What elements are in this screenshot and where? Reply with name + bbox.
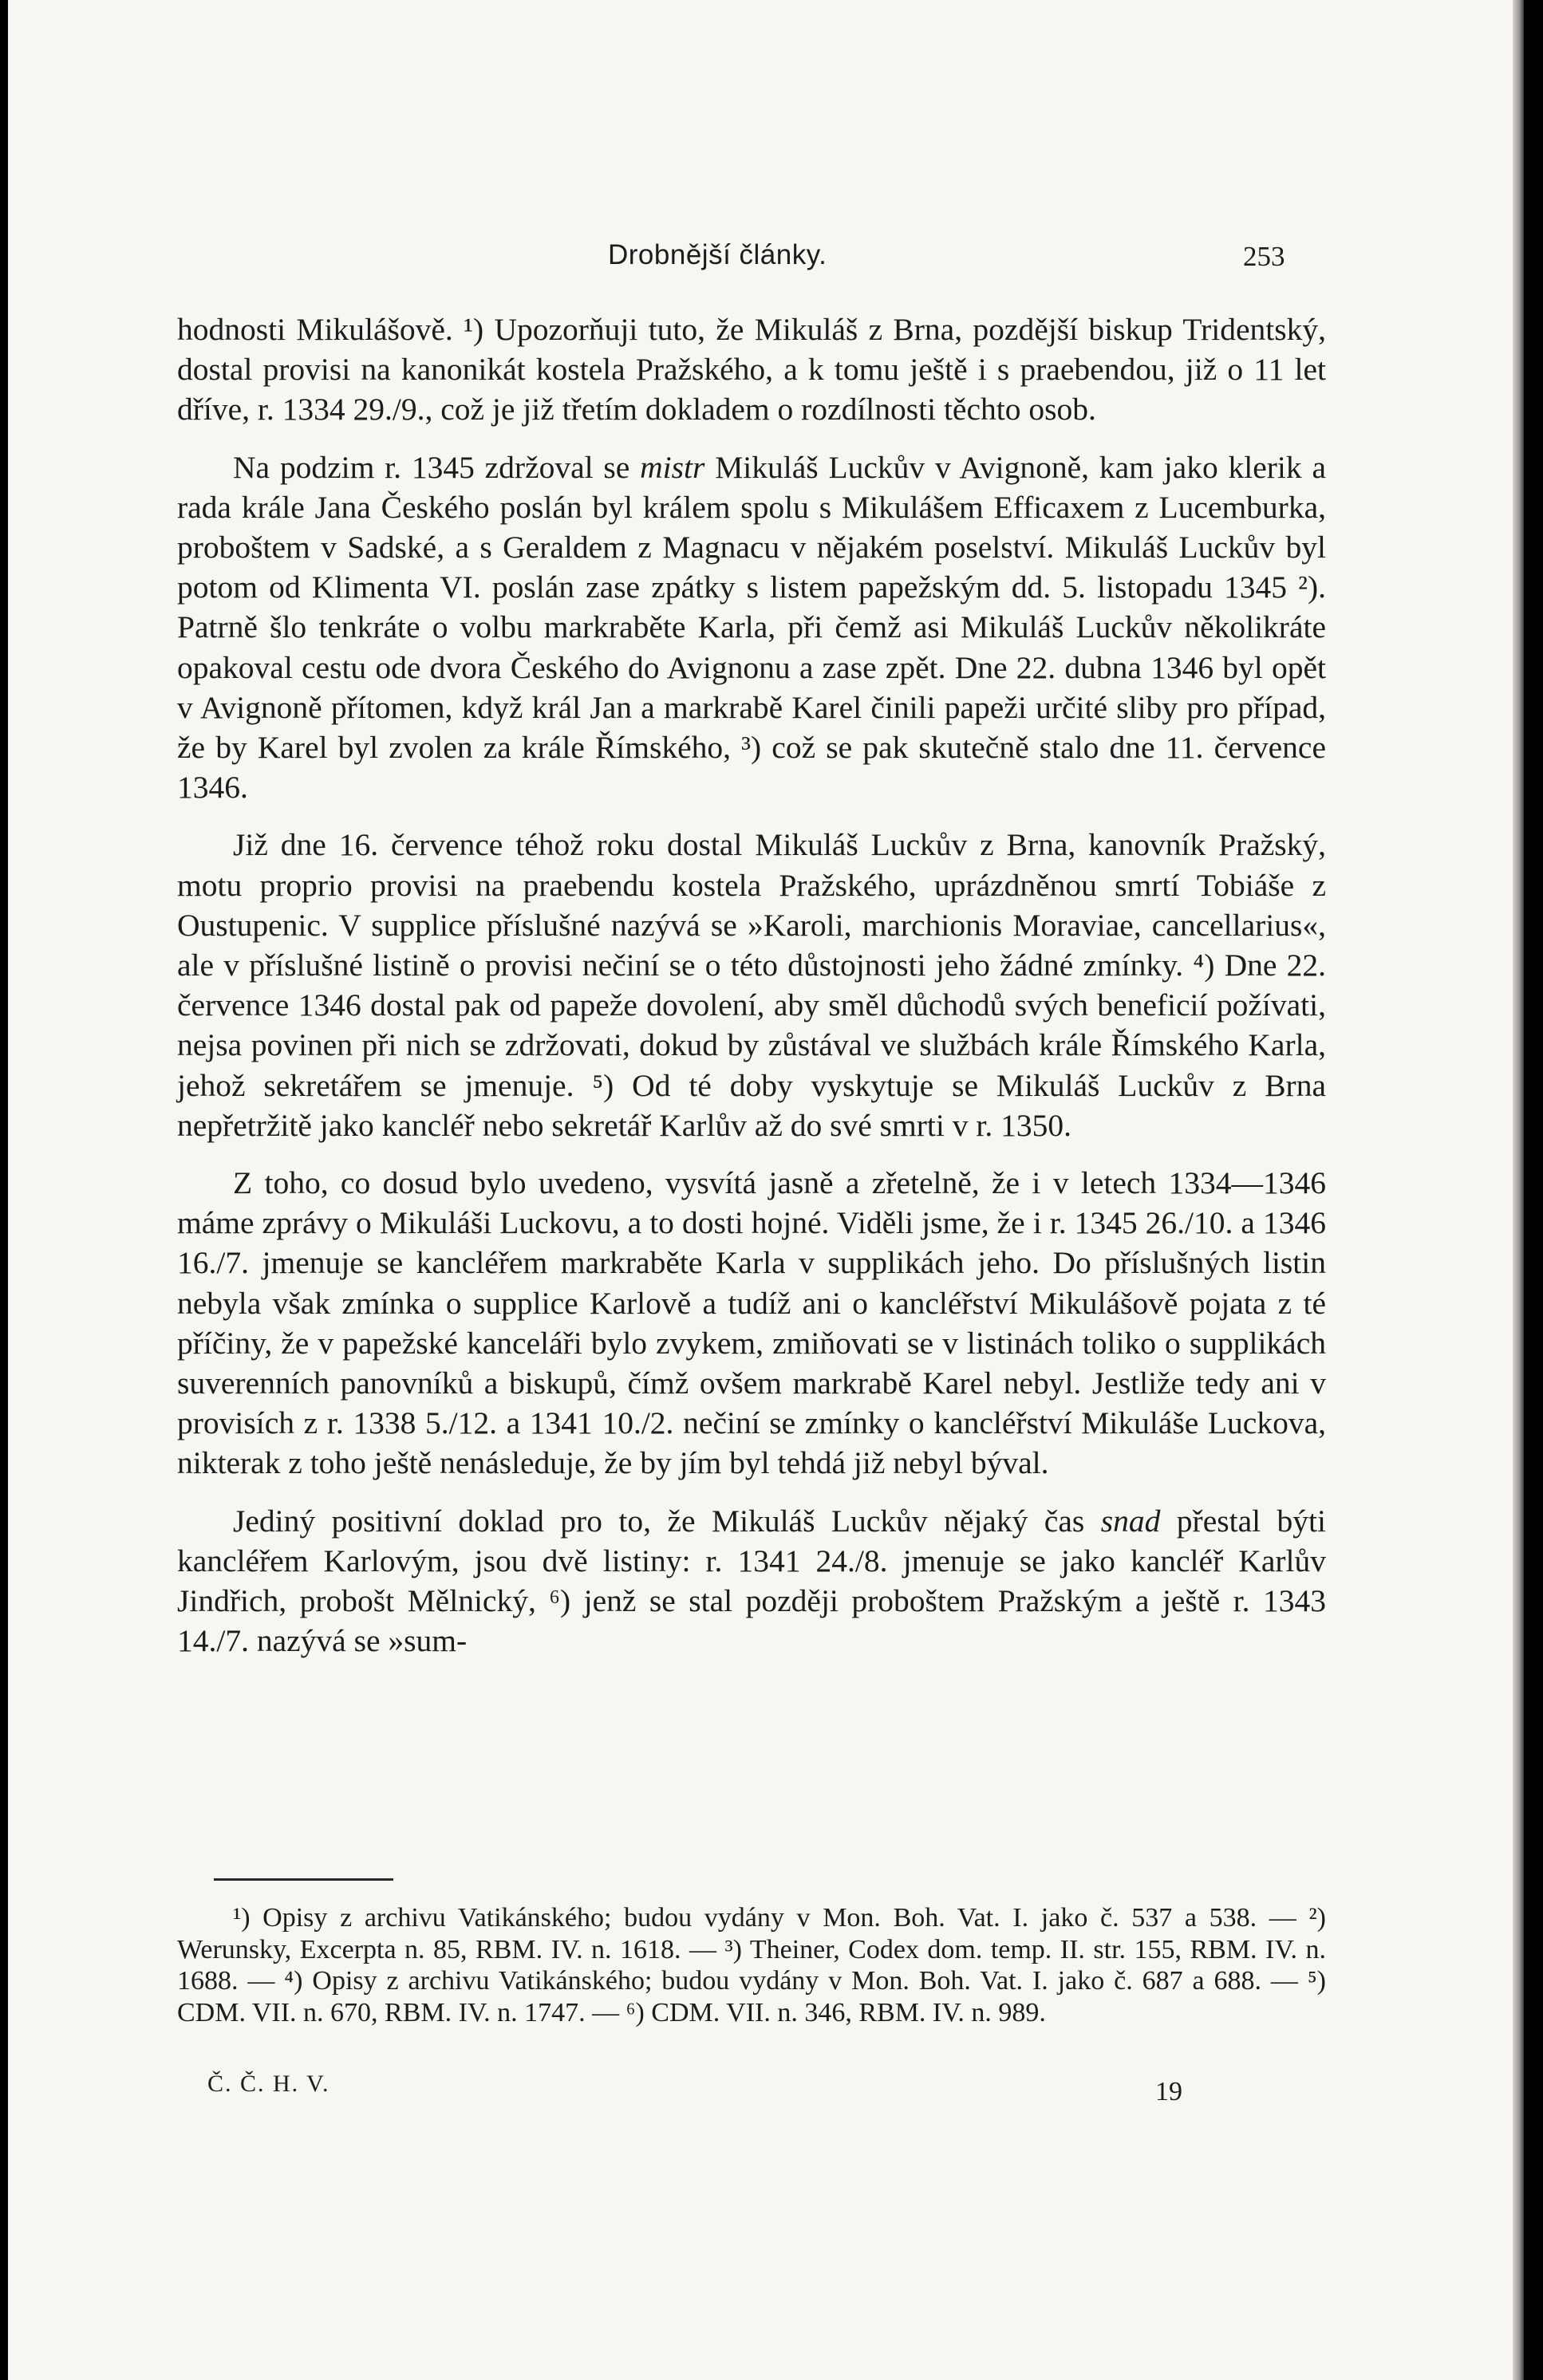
footnotes	[177, 1902, 1326, 2028]
paragraph-2	[177, 447, 1326, 808]
footnote-divider	[214, 1878, 393, 1881]
page-header	[8, 239, 1524, 279]
paragraph-2-end: Mikuláš Luckův v Avignoně, kam jako klerik a rada krále Jana Českého poslán byl králem spolu s Mikulášem Efficaxem z Lucemburka, proboštem v Sadské, a s Geraldem z Magnacu v nějakém poselství. Mikuláš Luckův byl potom od Klimenta VI. poslán zase zpátky s listem papežským dd. 5. listopadu 1345 ²). Patrně šlo tenkráte o volbu markraběte Karla, při čemž asi Mikuláš Luckův několikráte opakoval cestu ode dvora Českého do Avignonu a zase zpět. Dne 22. dubna 1346 byl opět v Avignoně přítomen, když král Jan a markrabě Karel činili papeži určité sliby pro případ, že by Karel byl zvolen za krále Římského, ³) což se pak skutečně stalo dne 11. července 1346.	[177, 449, 1326, 806]
emphasis-mistr: mistr	[640, 449, 705, 485]
emphasis-snad: snad	[1100, 1503, 1161, 1539]
page-edge-shadow	[1513, 0, 1524, 2380]
paragraph-5	[177, 1501, 1326, 1661]
printer-signature: Č. Č. H. V.	[207, 2071, 330, 2097]
book-page	[8, 0, 1524, 2380]
paragraph-2-start: Na podzim r. 1345 zdržoval se	[233, 449, 641, 485]
running-title: Drobnější články.	[608, 239, 827, 270]
paragraph-1: hodnosti Mikulášově. ¹) Upozorňuji tuto, že Mikuláš z Brna, pozdější biskup Tridentský, dostal provisi na kanonikát kostela Pražského, a k tomu ještě i s praebendou, již o 11 let dříve, r. 1334 29./9., což je již třetím dokladem o rozdílnosti těchto osob.	[177, 312, 1326, 428]
paragraph-4: Z toho, co dosud bylo uvedeno, vysvítá jasně a zřetelně, že i v letech 1334—1346 máme zprávy o Mikuláši Luckovu, a to dosti hojné. Viděli jsme, že i r. 1345 26./10. a 1346 16./7. jmenuje se kancléřem markraběte Karla v supplikách jeho. Do příslušných listin nebyla však zmínka o supplice Karlově a tudíž ani o kancléřství Mikulášově pojata z té příčiny, že v papežské kanceláři bylo zvykem, zmiňovati se v listinách toliko o supplikách suverenních panovníků a biskupů, čímž ovšem markrabě Karel nebyl. Jestliže tedy ani v provisích z r. 1338 5./12. a 1341 10./2. nečiní se zmínky o kancléřství Mikuláše Luckova, nikterak z toho ještě nenásleduje, že by jím byl tehdá již nebyl býval.	[177, 1165, 1326, 1481]
main-text	[177, 309, 1326, 1661]
paragraph-5-start: Jediný positivní doklad pro to, že Mikuláš Luckův nějaký čas	[233, 1503, 1101, 1539]
paragraph-3: Již dne 16. července téhož roku dostal Mikuláš Luckův z Brna, kanovník Pražský, motu proprio provisi na praebendu kostela Pražského, uprázdněnou smrtí Tobiáše z Oustupenic. V supplice příslušné nazývá se »Karoli, marchionis Moraviae, cancellarius«, ale v příslušné listině o provisi nečiní se o této důstojnosti jeho žádné zmínky. ⁴) Dne 22. července 1346 dostal pak od papeže dovolení, aby směl důchodů svých beneficií požívati, nejsa povinen při nich se zdržovati, dokud by zůstával ve službách krále Římského Karla, jehož sekretářem se jmenuje. ⁵) Od té doby vyskytuje se Mikuláš Luckův z Brna nepřetržitě jako kancléř nebo sekretář Karlův až do své smrti v r. 1350.	[177, 827, 1326, 1143]
page-number: 253	[1243, 241, 1285, 272]
sheet-number: 19	[1155, 2077, 1182, 2106]
footnote-text: ¹) Opisy z archivu Vatikánského; budou vydány v Mon. Boh. Vat. I. jako č. 537 a 538. — ²) Werunsky, Excerpta n. 85, RBM. IV. n. 1618. — ³) Theiner, Codex dom. temp. II. str. 155, RBM. IV. n. 1688. — ⁴) Opisy z archivu Vatikánského; budou vydány v Mon. Boh. Vat. I. jako č. 687 a 688. — ⁵) CDM. VII. n. 670, RBM. IV. n. 1747. — ⁶) CDM. VII. n. 346, RBM. IV. n. 989.	[177, 1903, 1326, 2027]
paragraph-5-end: přestal býti kancléřem Karlovým, jsou dvě listiny: r. 1341 24./8. jmenuje se jako kancléř Karlův Jindřich, probošt Mělnický, ⁶) jenž se stal později proboštem Pražským a ještě r. 1343 14./7. nazývá se »sum-	[177, 1503, 1326, 1659]
